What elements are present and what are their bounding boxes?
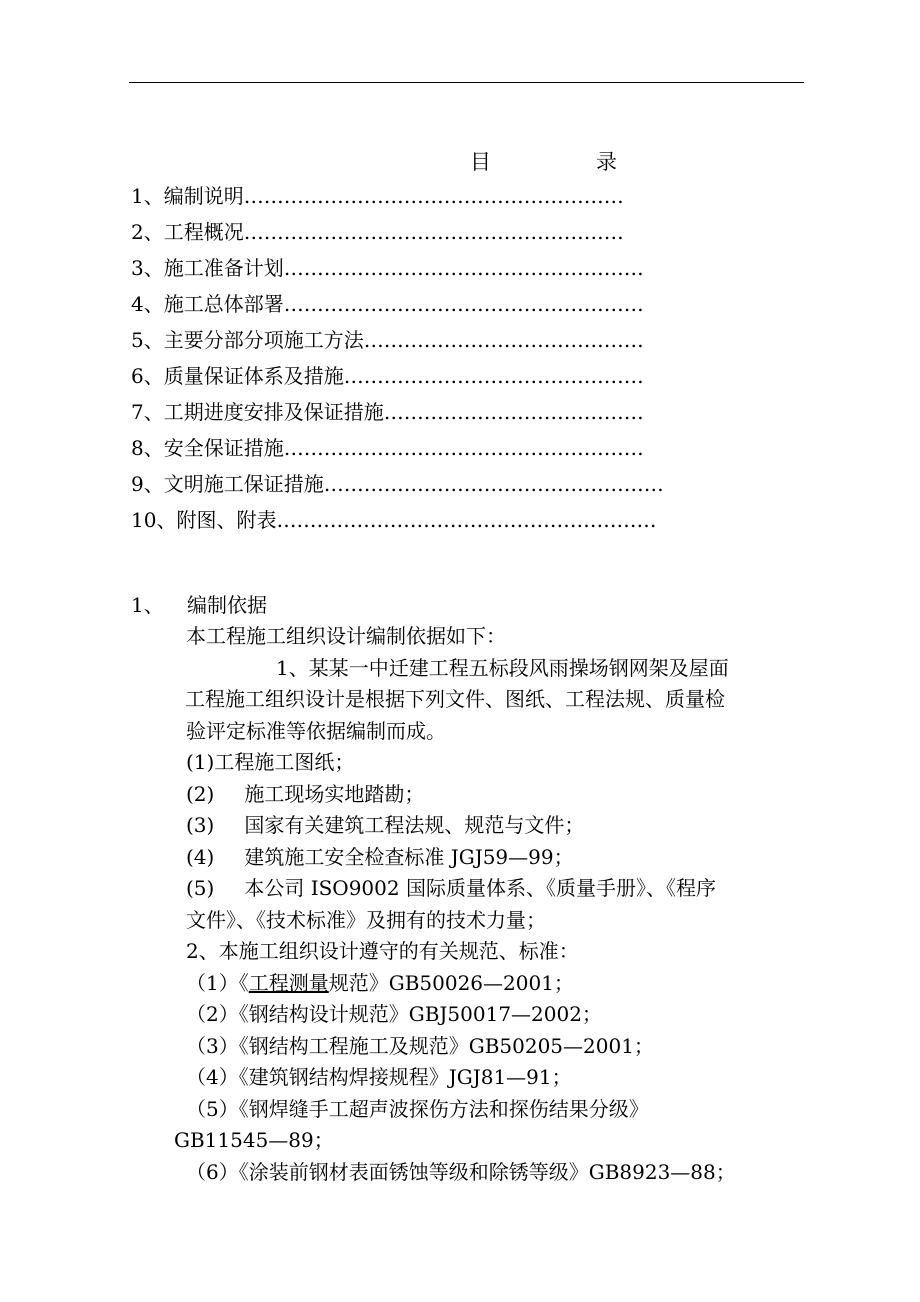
standard-item-continued: GB11545—89； <box>174 1128 334 1152</box>
basis-item <box>186 779 806 811</box>
toc-item[interactable] <box>131 430 811 466</box>
toc-title <box>0 146 920 176</box>
toc-title-right: 录 <box>596 150 617 174</box>
toc-item-label: 6、质量保证体系及措施 <box>131 364 344 388</box>
toc-item-label: 10、附图、附表 <box>131 508 277 532</box>
basis-item-continued: 文件》、《技术标准》及拥有的技术力量； <box>186 907 546 932</box>
basis-num: (5) <box>186 876 215 900</box>
toc-leader: …………………………………………… <box>323 472 664 496</box>
basis-item <box>186 747 806 779</box>
toc-leader: ……………………………………… <box>343 364 644 388</box>
standard-item: （6）《涂装前钢材表面锈蚀等级和除锈等级》GB8923—88； <box>186 1159 736 1184</box>
toc-item-label: 4、施工总体部署 <box>131 292 284 316</box>
standard-num: （1） <box>186 970 239 995</box>
para2-line: 2、本施工组织设计遵守的有关规范、标准： <box>186 939 579 963</box>
basis-item <box>186 842 806 874</box>
toc-item[interactable] <box>131 322 811 358</box>
toc-title-left: 目 <box>470 150 491 174</box>
toc-item[interactable] <box>131 502 811 538</box>
basis-item <box>186 810 806 842</box>
toc-item[interactable] <box>131 286 811 322</box>
basis-text: 工程施工图纸； <box>214 750 355 774</box>
basis-item <box>186 873 806 905</box>
para1-line2: 工程施工组织设计是根据下列文件、图纸、工程法规、质量检 <box>185 687 725 711</box>
standard-item: （3）《钢结构工程施工及规范》GB50205—2001； <box>186 1033 654 1058</box>
intro-line: 本工程施工组织设计编制依据如下： <box>186 624 506 648</box>
toc-item-label: 2、工程概况 <box>131 220 244 244</box>
toc-item-label: 3、施工准备计划 <box>131 256 284 280</box>
standard-item: （4）《建筑钢结构焊接规程》JGJ81—91； <box>186 1065 572 1089</box>
toc-item-label: 9、文明施工保证措施 <box>131 472 324 496</box>
standard-item: （2）《钢结构设计规范》GBJ50017—2002； <box>186 1002 602 1026</box>
toc-leader: ………………………………………………… <box>243 184 624 208</box>
toc-item[interactable] <box>131 178 811 214</box>
standard-quote-open: 《 <box>238 970 249 995</box>
basis-num: (2) <box>186 781 215 806</box>
para1-line1: 1、某某一中迁建工程五标段风雨操场钢网架及屋面 <box>276 655 729 680</box>
toc-leader: …………………………………… <box>363 328 644 352</box>
toc-item-label: 5、主要分部分项施工方法 <box>131 328 364 352</box>
toc-leader: ……………………………………………… <box>283 436 644 460</box>
toc-item-label: 7、工期进度安排及保证措施 <box>131 400 384 424</box>
toc-item-label: 8、安全保证措施 <box>131 436 284 460</box>
toc-leader: ………………………………………………… <box>243 220 624 244</box>
toc-item[interactable] <box>131 358 811 394</box>
toc-leader: ……………………………………………… <box>283 292 644 316</box>
standard-item: （5）《钢焊缝手工超声波探伤方法和探伤结果分级》 <box>186 1096 649 1121</box>
toc-item[interactable] <box>131 250 811 286</box>
para1-line3: 验评定标准等依据编制而成。 <box>186 718 446 743</box>
toc-item[interactable] <box>131 466 811 502</box>
basis-text: 施工现场实地踏勘； <box>244 781 425 806</box>
basis-text: 国家有关建筑工程法规、规范与文件； <box>244 813 585 837</box>
basis-num: (1) <box>186 750 215 774</box>
toc-leader: ………………………………………………… <box>276 508 657 532</box>
toc-item-label: 1、编制说明 <box>131 184 244 208</box>
basis-num: (3) <box>186 813 215 837</box>
standard-underlined-text: 工程测量 <box>248 970 329 995</box>
basis-text: 建筑施工安全检查标准 JGJ59—99； <box>244 844 574 869</box>
section-title: 编制依据 <box>187 593 267 617</box>
header-rule <box>129 82 804 83</box>
toc-item[interactable] <box>131 214 811 250</box>
toc-item[interactable] <box>131 394 811 430</box>
toc-leader: ……………………………………………… <box>283 256 644 280</box>
standard-text: 规范》GB50026—2001； <box>328 970 574 995</box>
toc-leader: ………………………………… <box>383 400 644 424</box>
section-number: 1、 <box>131 593 164 617</box>
section-body <box>174 621 806 1188</box>
standard-item <box>186 968 806 1000</box>
toc-list <box>131 178 811 538</box>
basis-text: 本公司 ISO9002 国际质量体系、《质量手册》、《程序 <box>244 876 716 900</box>
basis-num: (4) <box>186 844 215 869</box>
